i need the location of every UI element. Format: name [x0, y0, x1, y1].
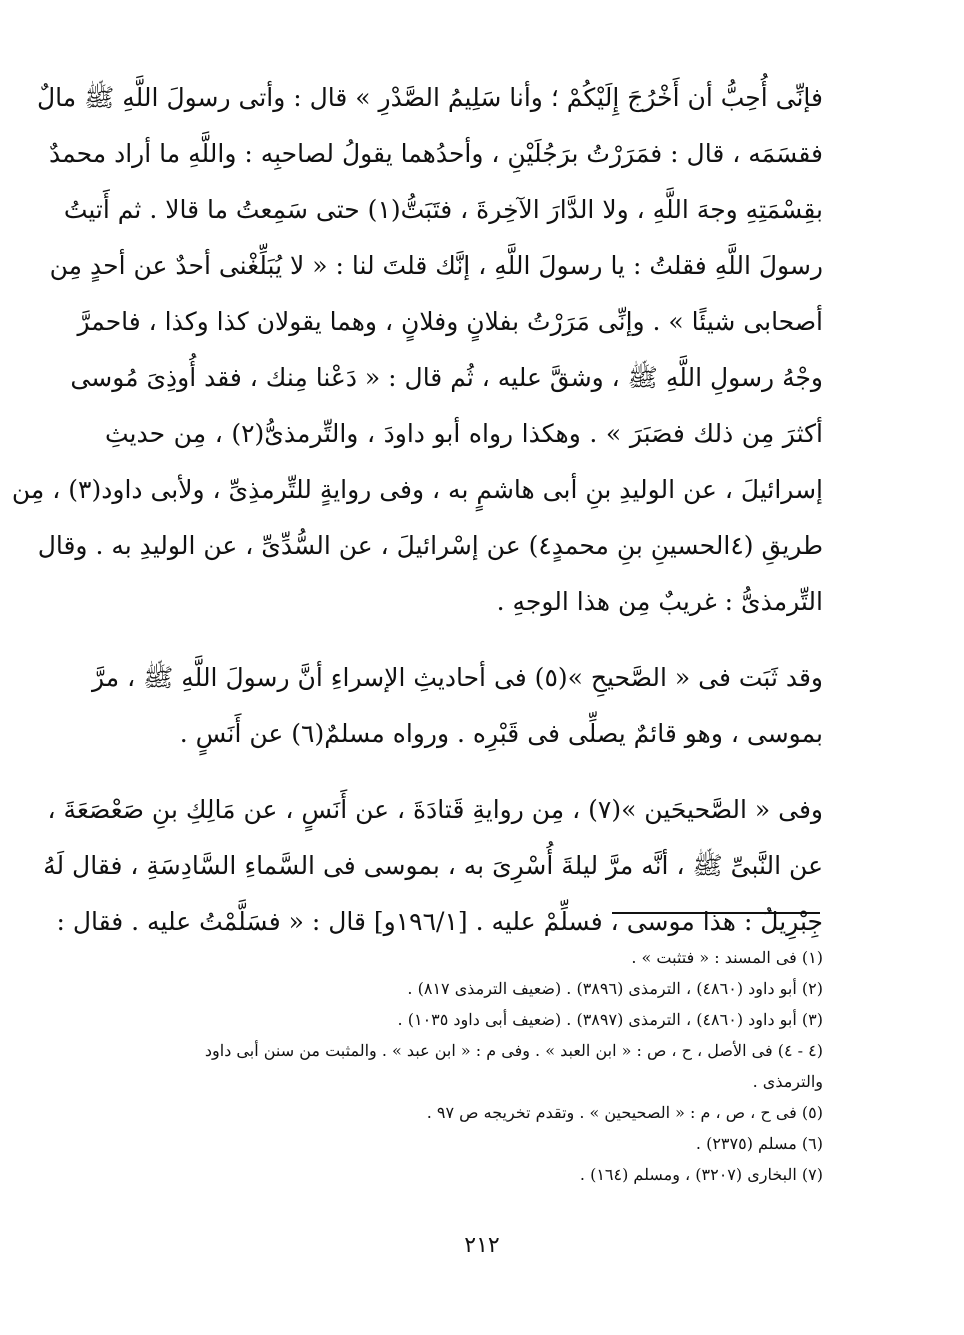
main-text	[11, 70, 823, 950]
text-line: وقد ثَبَت فى « الصَّحيحِ »(٥) فى أحاديثِ الإسراءِ أنَّ رسولَ اللَّهِ ﷺ ، مرَّ	[91, 663, 823, 692]
paragraph-gap	[105, 762, 823, 782]
footnote: (٣) أبو داود (٤٨٦٠) ، الترمذى (٣٨٩٧) . (ضعيف أبى داود ١٠٣٥) .	[397, 1010, 823, 1029]
footnote: (٥) فى ح ، ص ، م : « الصحيحين » . وتقدم تخريجه ص ٩٧ .	[426, 1103, 823, 1122]
footnote-divider	[612, 912, 820, 914]
paragraph-gap	[105, 630, 823, 650]
text-line: طريقِ (٤الحسينِ بنِ محمدٍ٤) عن إسْرائيلَ ، عن السُّدِّىِّ ، عن الوليدِ به . وقال	[37, 531, 823, 560]
text-line: وجْهُ رسولِ اللَّهِ ﷺ ، وشقَّ عليه ، ثُم قال : « دَعْنا مِنك ، فقد أُوذِىَ مُوسى	[70, 363, 823, 392]
text-line: أصحابى شيئًا » . وإنِّى مَرَرْتُ بفلانٍ وفلانٍ ، وهما يقولان كذا وكذا ، فاحمرَّ	[77, 307, 823, 336]
text-line: عن النَّبىِّ ﷺ ، أنَّه مرَّ ليلةَ أُسْرِىَ به ، بموسى فى السَّماءِ السَّادِسَةِ ، فقال لَهُ	[43, 851, 823, 880]
text-line: أكثرَ مِن ذلك فصَبَرَ » . وهكذا رواه أبو داودَ ، والتِّرمذىُّ(٢) ، مِن حديثِ	[105, 419, 823, 448]
page-number: ٢١٢	[464, 1233, 500, 1258]
footnote: (١) فى المسند : « فتثبت » .	[631, 948, 823, 967]
footnote: (٢) أبو داود (٤٨٦٠) ، الترمذى (٣٨٩٦) . (ضعيف الترمذى ٨١٧) .	[407, 979, 823, 998]
text-line: بموسى ، وهو قائمٌ يصلِّى فى قَبْرِه . ورواه مسلمٌ(٦) عن أَنَسٍ .	[179, 719, 823, 748]
text-line: وفى « الصَّحيحَين »(٧) ، مِن روايةِ قَتادَةَ ، عن أَنَسٍ ، عن مَالِكِ بنِ صَعْصَعَةَ ،	[47, 795, 823, 824]
text-line: رسولَ اللَّهِ فقلتُ : يا رسولَ اللَّهِ ، إنَّك قلتَ لنا : « لا يُبَلِّغْنى أحدٌ عن أحدٍ مِن	[49, 251, 823, 280]
text-line: التِّرمذىُّ : غريبٌ مِن هذا الوجهِ .	[496, 587, 823, 616]
text-line: جِبْرِيلُ : هذا موسى ، فسلِّمْ عليه . [١٩٦/١و] قال : « فسَلَّمْتُ عليه . فقال :	[56, 907, 823, 936]
text-line: إسرائيلَ ، عن الوليدِ بنِ أبى هاشمٍ به ، وفى روايةٍ للتِّرمذِىِّ ، ولأبى داود(٣) ، مِن	[11, 475, 823, 504]
text-line: فقسَمَه ، قال : فمَرَرْتُ برَجُلَيْنِ ، وأحدُهما يقولُ لصاحبِه : واللَّهِ ما أراد محمدٌ	[49, 139, 823, 168]
footnote: والترمذى .	[752, 1072, 823, 1091]
footnote: (٧) البخارى (٣٢٠٧) ، ومسلم (١٦٤) .	[579, 1165, 823, 1184]
text-line: فإنِّى أُحِبُّ أن أَخْرُجَ إِلَيْكُمْ ؛ وأنا سَلِيمُ الصَّدْرِ » قال : وأتى رسولَ اللَّهِ ﷺ مالٌ	[36, 83, 823, 112]
footnotes	[105, 942, 823, 1190]
footnote: (٦) مسلم (٢٣٧٥) .	[695, 1134, 823, 1153]
text-line: بقِسْمَتِهِ وجهَ اللَّهِ ، ولا الدَّارَ الآخِرةَ ، فتَبَتُّ(١) حتى سَمِعتُ ما قالا . ثم أَتيتُ	[63, 195, 823, 224]
footnote: (٤ - ٤) فى الأصل ، ح ، ص : « ابن العبد » . وفى م : « ابن عبد » . والمثبت من سنن أبى داود	[204, 1041, 823, 1060]
